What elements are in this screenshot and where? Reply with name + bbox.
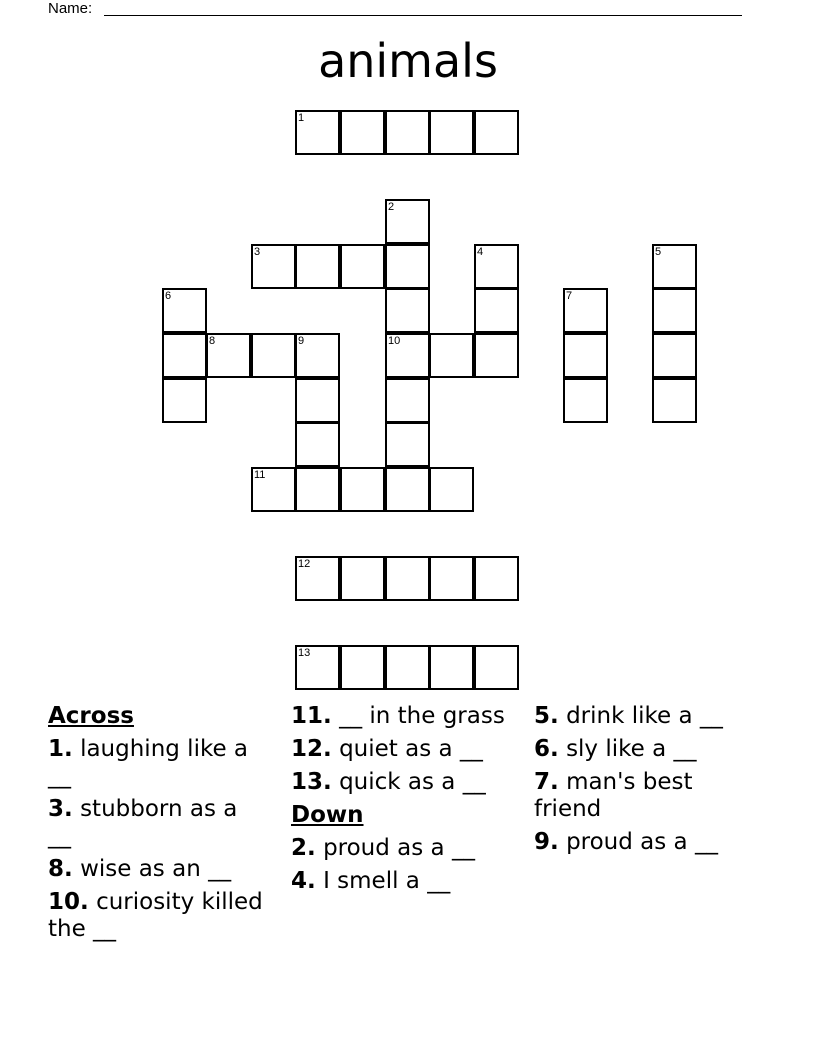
clue-number: 6 <box>165 290 172 302</box>
grid-cell[interactable] <box>295 467 340 512</box>
grid-cell[interactable] <box>340 244 385 289</box>
clue-number: 11 <box>254 469 266 481</box>
clue-number: 12 <box>298 558 311 570</box>
grid-cell[interactable] <box>474 288 519 333</box>
grid-cell[interactable] <box>652 378 697 423</box>
grid-cell[interactable] <box>563 333 608 378</box>
grid-cell[interactable] <box>429 645 474 690</box>
grid-cell[interactable] <box>474 556 519 601</box>
grid-cell-12[interactable] <box>295 556 340 601</box>
grid-cell-5[interactable] <box>652 244 697 289</box>
grid-cell[interactable] <box>251 333 296 378</box>
grid-cell[interactable] <box>385 422 430 467</box>
clue-across-8: 8. wise as an __ <box>48 856 232 882</box>
grid-cell[interactable] <box>340 556 385 601</box>
clues-column-3 <box>534 703 756 862</box>
clue-number: 7 <box>566 290 573 302</box>
clue-across-3: 3. stubborn as a __ <box>48 796 238 849</box>
clue-down-6: 6. sly like a __ <box>534 736 697 762</box>
grid-cell[interactable] <box>385 467 430 512</box>
grid-cell[interactable] <box>162 378 207 423</box>
clues-column-2 <box>291 703 513 901</box>
clue-number: 8 <box>209 335 216 347</box>
grid-cell[interactable] <box>429 110 474 155</box>
grid-cell[interactable] <box>652 288 697 333</box>
grid-cell[interactable] <box>474 110 519 155</box>
grid-cell[interactable] <box>429 467 474 512</box>
clue-across-1: 1. laughing like a __ <box>48 736 249 789</box>
grid-cell[interactable] <box>385 556 430 601</box>
grid-cell-7[interactable] <box>563 288 608 333</box>
grid-cell[interactable] <box>385 288 430 333</box>
grid-cell[interactable] <box>652 333 697 378</box>
grid-cell-6[interactable] <box>162 288 207 333</box>
grid-cell[interactable] <box>474 333 519 378</box>
clue-number: 10 <box>388 335 401 347</box>
grid-cell[interactable] <box>295 244 340 289</box>
grid-cell[interactable] <box>340 110 385 155</box>
clue-number: 4 <box>477 246 484 258</box>
clue-down-5: 5. drink like a __ <box>534 703 723 729</box>
clue-number: 3 <box>254 246 261 258</box>
grid-cell[interactable] <box>474 645 519 690</box>
clue-across-12: 12. quiet as a __ <box>291 736 483 762</box>
clue-across-10: 10. curiosity killed the __ <box>48 889 263 942</box>
clue-number: 2 <box>388 201 395 213</box>
grid-cell[interactable] <box>385 244 430 289</box>
grid-cell[interactable] <box>340 645 385 690</box>
page-title: animals <box>318 34 498 88</box>
grid-cell-9[interactable] <box>295 333 340 378</box>
clue-across-11: 11. __ in the grass <box>291 703 505 729</box>
clue-number: 1 <box>298 112 305 124</box>
clue-down-9: 9. proud as a __ <box>534 829 718 855</box>
grid-cell[interactable] <box>385 110 430 155</box>
grid-cell[interactable] <box>385 645 430 690</box>
clue-number: 5 <box>655 246 662 258</box>
grid-cell-4[interactable] <box>474 244 519 289</box>
grid-cell-10[interactable] <box>385 333 430 378</box>
grid-cell[interactable] <box>340 467 385 512</box>
clue-down-2: 2. proud as a __ <box>291 835 475 861</box>
down-heading: Down <box>291 802 364 828</box>
name-label: Name: <box>48 0 93 17</box>
clue-down-7: 7. man's best friend <box>534 769 693 822</box>
grid-cell[interactable] <box>563 378 608 423</box>
grid-cell[interactable] <box>162 333 207 378</box>
grid-cell-13[interactable] <box>295 645 340 690</box>
grid-cell[interactable] <box>429 333 474 378</box>
grid-cell-2[interactable] <box>385 199 430 244</box>
grid-cell[interactable] <box>385 378 430 423</box>
grid-cell[interactable] <box>295 422 340 467</box>
clue-across-13: 13. quick as a __ <box>291 769 486 795</box>
clues-column-1 <box>48 703 263 949</box>
grid-cell-3[interactable] <box>251 244 296 289</box>
grid-cell-1[interactable] <box>295 110 340 155</box>
grid-cell-8[interactable] <box>206 333 251 378</box>
grid-cell[interactable] <box>429 556 474 601</box>
clue-down-4: 4. I smell a __ <box>291 868 451 894</box>
clue-number: 9 <box>298 335 305 347</box>
clue-number: 13 <box>298 647 311 659</box>
grid-cell[interactable] <box>295 378 340 423</box>
grid-cell-11[interactable] <box>251 467 296 512</box>
across-heading: Across <box>48 703 134 729</box>
